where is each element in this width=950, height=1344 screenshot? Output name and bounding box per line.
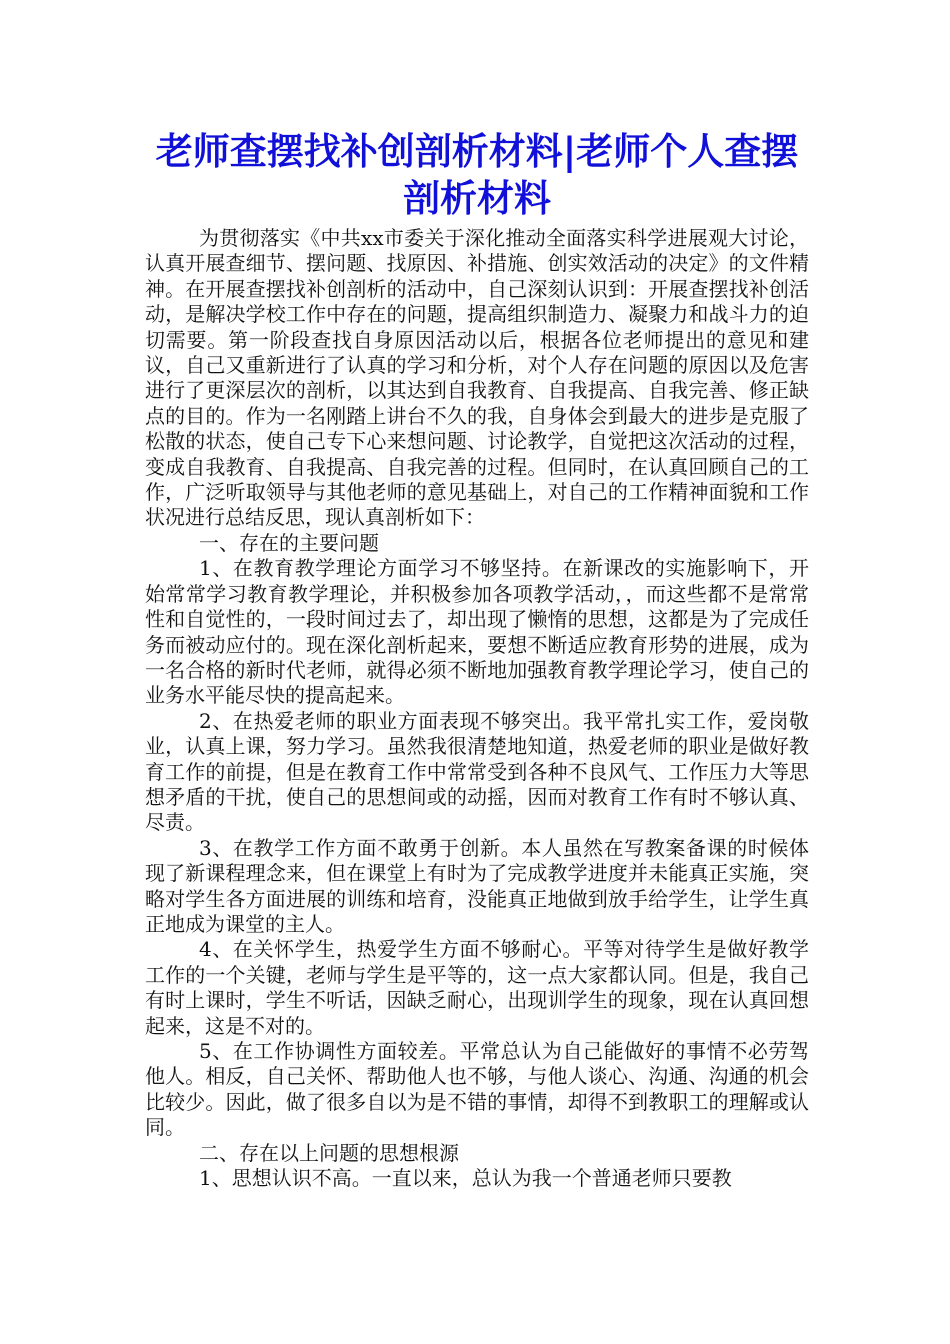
section-heading-roots: 二、存在以上问题的思想根源 bbox=[199, 1140, 459, 1165]
problem-paragraph-5: 5、在工作协调性方面较差。平常总认为自己能做好的事情不必劳驾他人。相反，自己关怀、帮助他人也不够，与他人谈心、沟通、沟通的机会比较少。因此，做了很多自以为是不错的事情，却得不到教职工的理解或认同。 bbox=[145, 1039, 809, 1140]
document-title: 老师查摆找补创剖析材料|老师个人查摆剖析材料 bbox=[155, 130, 799, 220]
document-body bbox=[145, 226, 809, 1191]
root-paragraph-1: 1、思想认识不高。一直以来，总认为我一个普通老师只要教 bbox=[199, 1166, 732, 1191]
document-page bbox=[145, 128, 809, 1191]
problem-paragraph-2: 2、在热爱老师的职业方面表现不够突出。我平常扎实工作，爱岗敬业，认真上课，努力学习。虽然我很清楚地知道，热爱老师的职业是做好教育工作的前提，但是在教育工作中常常受到各种不良风气、工作压力大等思想矛盾的干扰，使自己的思想间或的动摇，因而对教育工作有时不够认真、尽责。 bbox=[145, 708, 809, 835]
problem-paragraph-3: 3、在教学工作方面不敢勇于创新。本人虽然在写教案备课的时候体现了新课程理念来，但在课堂上有时为了完成教学进度并未能真正实施，突略对学生各方面进展的训练和培育，没能真正地做到放手给学生，让学生真正地成为课堂的主人。 bbox=[145, 835, 809, 936]
section-heading-problems: 一、存在的主要问题 bbox=[199, 530, 379, 555]
problem-paragraph-4: 4、在关怀学生，热爱学生方面不够耐心。平等对待学生是做好教学工作的一个关键，老师与学生是平等的，这一点大家都认同。但是，我自己有时上课时，学生不听话，因缺乏耐心，出现训学生的现象，现在认真回想起来，这是不对的。 bbox=[145, 937, 809, 1038]
intro-paragraph: 为贯彻落实《中共xx市委关于深化推动全面落实科学进展观大讨论，认真开展查细节、摆问题、找原因、补措施、创实效活动的决定》的文件精神。在开展查摆找补创剖析的活动中，自己深刻认识到：开展查摆找补创活动，是解决学校工作中存在的问题，提高组织制造力、凝聚力和战斗力的迫切需要。第一阶段查找自身原因活动以后，根据各位老师提出的意见和建议，自己又重新进行了认真的学习和分析，对个人存在问题的原因以及危害进行了更深层次的剖析，以其达到自我教育、自我提高、自我完善、修正缺点的目的。作为一名刚踏上讲台不久的我，自身体会到最大的进步是克服了松散的状态，使自己专下心来想问题、讨论教学，自觉把这次活动的过程，变成自我教育、自我提高、自我完善的过程。但同时，在认真回顾自己的工作，广泛听取领导与其他老师的意见基础上，对自己的工作精神面貌和工作状况进行总结反思，现认真剖析如下： bbox=[145, 226, 809, 530]
problem-paragraph-1: 1、在教育教学理论方面学习不够坚持。在新课改的实施影响下，开始常常学习教育教学理论，并积极参加各项教学活动，，而这些都不是常常性和自觉性的，一段时间过去了，却出现了懒惰的思想，这都是为了完成任务而被动应付的。现在深化剖析起来，要想不断适应教育形势的进展，成为一名合格的新时代老师，就得必须不断地加强教育教学理论学习，使自己的业务水平能尽快的提高起来。 bbox=[145, 556, 809, 708]
